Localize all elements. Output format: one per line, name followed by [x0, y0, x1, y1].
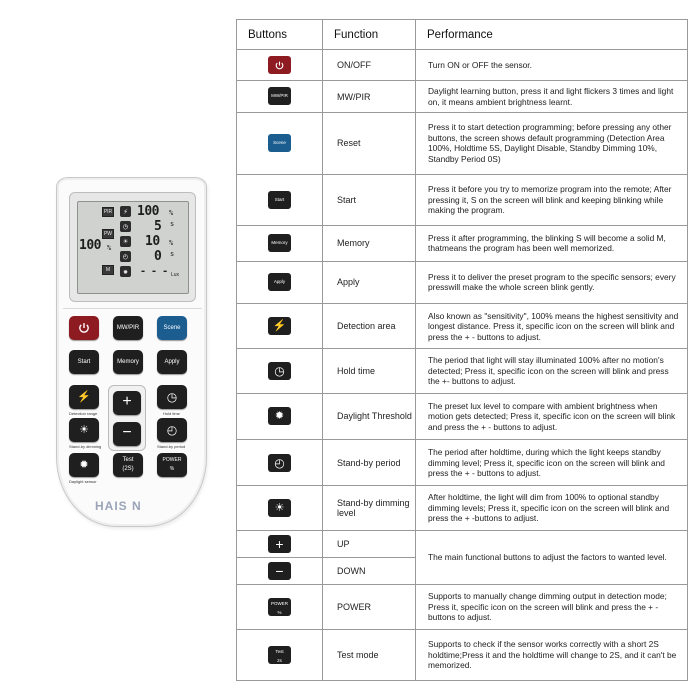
- lcd-row2-value: 5: [154, 219, 162, 234]
- table-row: [237, 486, 688, 530]
- standby-period-button[interactable]: [157, 418, 187, 442]
- performance-cell: Supports to manually change dimming output in detection mode; Press it, specific icon on the screen will blink and press the + - buttons to adjust.: [416, 585, 688, 629]
- minus-icon: −: [122, 424, 132, 441]
- daylight-icon: ✹: [268, 407, 291, 425]
- minus-icon: −: [268, 562, 291, 580]
- remote-control: [56, 177, 207, 527]
- power-button-icon: [268, 56, 291, 74]
- detection-range-button[interactable]: [69, 385, 99, 409]
- standby-dimming-button[interactable]: [69, 418, 99, 442]
- detection-icon: ⚡: [268, 317, 291, 335]
- daylight-icon: ✹: [79, 459, 89, 471]
- bulb-icon: ☀: [120, 236, 131, 247]
- power-line2: %: [169, 466, 175, 472]
- function-cell: Stand-by period: [323, 440, 416, 486]
- plus-icon: +: [268, 535, 291, 553]
- table-row: [237, 629, 688, 680]
- function-cell: POWER: [323, 585, 416, 629]
- function-cell: Test mode: [323, 629, 416, 680]
- lcd-bezel: [69, 192, 196, 302]
- lcd-row3-unit: %: [169, 239, 174, 247]
- apply-button-icon: Apply: [268, 273, 291, 291]
- bulb-icon: ☀: [79, 424, 89, 436]
- performance-cell: Supports to check if the sensor works correctly with a short 2S holdtime;Press it and the holdtime will change to 2S, and it can't be memorized.: [416, 629, 688, 680]
- lcd-row2-unit: s: [170, 220, 175, 228]
- lcd-row1-unit: %: [169, 209, 174, 217]
- start-button-icon: Start: [268, 191, 291, 209]
- mw-pir-button[interactable]: MW/PIR: [113, 316, 143, 340]
- function-cell: Detection area: [323, 304, 416, 349]
- power-percent-button-icon: POWER %: [268, 598, 291, 616]
- test-button-icon: Test 2s: [268, 646, 291, 664]
- plus-icon: +: [122, 393, 132, 410]
- daylight-sensor-label: Daylight sensor: [69, 479, 97, 484]
- table-row: [237, 349, 688, 393]
- button-panel: [63, 308, 202, 494]
- standby-dimming-label: Stand-by dimming: [69, 444, 102, 449]
- performance-cell: Press it before you try to memorize program into the remote; After pressing it, S on the screen will blink and keeping blinking while making the program.: [416, 175, 688, 225]
- mw-pir-button-icon: MW/PIR: [268, 87, 291, 105]
- table-row: [237, 50, 688, 81]
- detection-icon: ⚡: [120, 206, 131, 217]
- table-row: [237, 175, 688, 225]
- detection-range-label: Detection range: [69, 411, 98, 416]
- performance-cell: The main functional buttons to adjust the factors to wanted level.: [416, 530, 688, 584]
- table-row: [237, 112, 688, 174]
- lcd-row4-unit: s: [170, 250, 175, 258]
- clock-icon: ◷: [120, 221, 131, 232]
- power-percent-button[interactable]: [157, 453, 187, 477]
- performance-cell: The period after holdtime, during which the light keeps standby dimming level; Press it, specific icon on the screen will blink and press the + - buttons to adjust.: [416, 440, 688, 486]
- performance-cell: Press it after programming, the blinking S will become a solid M, thatmeans the program has been well memorized.: [416, 225, 688, 261]
- scene-button-icon: Scene: [268, 134, 291, 152]
- memory-button[interactable]: Memory: [113, 350, 143, 374]
- lcd-row1-value: 100: [137, 204, 159, 219]
- bulb-icon: ☀: [268, 499, 291, 517]
- lcd-row3-value: 10: [145, 234, 160, 249]
- function-cell: ON/OFF: [323, 50, 416, 81]
- header-buttons: Buttons: [237, 20, 323, 50]
- lcd-left-unit: %: [107, 244, 112, 252]
- hold-time-button[interactable]: [157, 385, 187, 409]
- lcd-row5-value: - - -: [140, 266, 168, 277]
- table-row: [237, 440, 688, 486]
- performance-cell: Daylight learning button, press it and light flickers 3 times and light on, it means ambient brightness learnt.: [416, 81, 688, 112]
- function-cell: UP: [323, 530, 416, 557]
- standby-period-icon: ◴: [166, 423, 178, 437]
- performance-cell: The preset lux level to compare with ambient brightness when motion gets detected; Press it, specific icon on the screen will blink and press the + - buttons to adjust.: [416, 393, 688, 439]
- clock-icon: ◷: [268, 362, 291, 380]
- test-line2: (2S): [122, 466, 134, 472]
- lcd-row4-value: 0: [154, 249, 162, 264]
- performance-cell: Press it to start detection programming; before pressing any other buttons, the screen shows default programming (Detection Area 100%, Holdtime 5S, Daylight Disable, Standby Dimming 10%, Standby Period 0S): [416, 112, 688, 174]
- standby-period-icon: ◴: [268, 454, 291, 472]
- arrow-pad: [108, 385, 146, 451]
- scene-button[interactable]: Scene: [157, 316, 187, 340]
- table-row: [237, 304, 688, 349]
- function-cell: Stand-by dimming level: [323, 486, 416, 530]
- lcd-row5-unit: Lux: [171, 272, 180, 278]
- function-cell: MW/PIR: [323, 81, 416, 112]
- down-button[interactable]: [113, 422, 141, 446]
- detection-icon: ⚡: [77, 391, 91, 403]
- lcd-left-value: 100: [79, 238, 101, 253]
- lcd-tag-pw: PW: [103, 231, 113, 237]
- test-line1: Test: [122, 457, 134, 463]
- button-function-table: [236, 19, 688, 681]
- lcd-tag-m: M: [102, 265, 114, 275]
- performance-cell: After holdtime, the light will dim from 100% to optional standby dimming levels; Press it, specific icon on the screen will blink and press the + -buttons to adjust.: [416, 486, 688, 530]
- clock-icon: ◷: [166, 390, 178, 404]
- function-cell: DOWN: [323, 557, 416, 584]
- up-button[interactable]: [113, 391, 141, 415]
- table-row: [237, 81, 688, 112]
- performance-cell: Turn ON or OFF the sensor.: [416, 50, 688, 81]
- apply-button[interactable]: Apply: [157, 350, 187, 374]
- power-icon: [77, 321, 91, 335]
- function-cell: Start: [323, 175, 416, 225]
- function-cell: Hold time: [323, 349, 416, 393]
- standby-period-icon: ◴: [120, 251, 131, 262]
- table-row: [237, 225, 688, 261]
- function-cell: Apply: [323, 261, 416, 303]
- table-header-row: [237, 20, 688, 50]
- test-button[interactable]: [113, 453, 143, 477]
- performance-cell: The period that light will stay illuminated 100% after no motion's detected; Press it, specific icon on the screen will blink and press the +- buttons to adjust.: [416, 349, 688, 393]
- table-row: [237, 585, 688, 629]
- power-icon: [274, 60, 285, 71]
- brand-logo: HAIS N: [95, 499, 142, 513]
- function-cell: Daylight Threshold: [323, 393, 416, 439]
- function-cell: Memory: [323, 225, 416, 261]
- table-row: [237, 261, 688, 303]
- table-row: [237, 393, 688, 439]
- daylight-sensor-button[interactable]: [69, 453, 99, 477]
- hold-time-label: Hold time: [163, 411, 180, 416]
- header-performance: Performance: [416, 20, 688, 50]
- performance-cell: Also known as "sensitivity", 100% means the highest sensitivity and longest distance. Press it, specific icon on the screen will blink and press the + - buttons to adjust.: [416, 304, 688, 349]
- start-button[interactable]: Start: [69, 350, 99, 374]
- table-row: [237, 530, 688, 557]
- lcd-tag-pir: PIR: [103, 209, 113, 215]
- daylight-icon: ✹: [120, 266, 131, 277]
- lcd-screen: [77, 201, 189, 294]
- function-cell: Reset: [323, 112, 416, 174]
- power-button[interactable]: [69, 316, 99, 340]
- memory-button-icon: Memory: [268, 234, 291, 252]
- performance-cell: Press it to deliver the preset program to the specific sensors; every presswill make the whole screen blink gently.: [416, 261, 688, 303]
- standby-period-label: Stand-by period: [157, 444, 186, 449]
- power-line1: POWER: [162, 457, 182, 463]
- header-function: Function: [323, 20, 416, 50]
